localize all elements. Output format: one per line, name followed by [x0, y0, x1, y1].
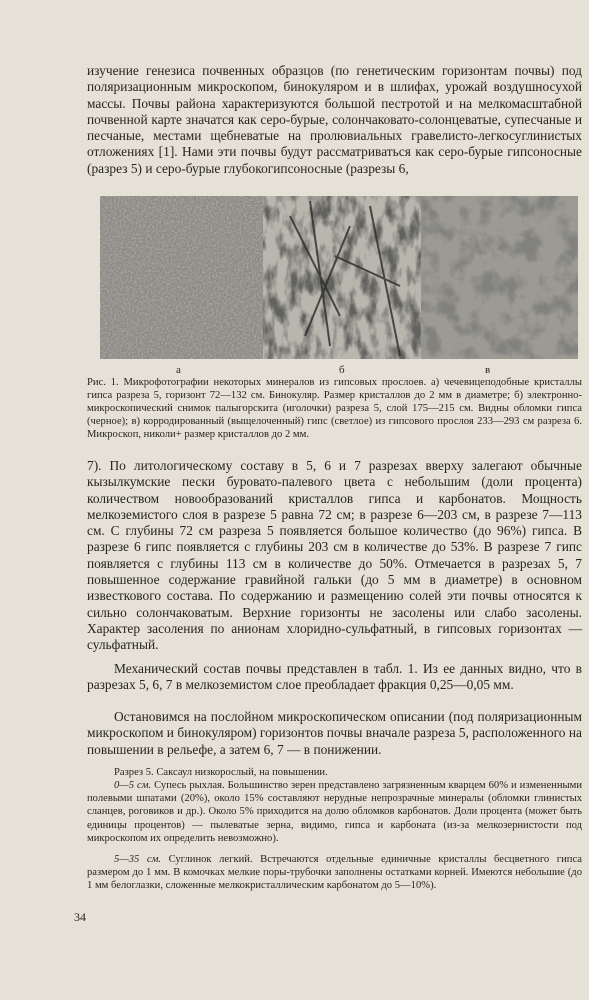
panel-a-photo: [100, 196, 263, 359]
panel-label-b: б: [339, 364, 345, 376]
page-number: 34: [74, 910, 86, 924]
figure-micrographs: [100, 196, 578, 359]
layer-0-5: [87, 779, 582, 845]
layer-5-35: [87, 853, 582, 893]
intro-paragraph: изучение генезиса почвенных образцов (по генетическим горизонтам почвы) под поляризационным микроскопом, бинокуляром и в шлифах, урожай воздушносухой массы. Почвы района характеризуются большой пестротой и на мелкомасштабной почвенной карте значатся как серо-бурые, солончаковато-солонцеватые, супесчаные и песчаные, местами щебневатые на пролювиальных гравелисто-легкосуглинистых отложениях [1]. Нами эти почвы будут рассматриваться как серо-бурые гипсоносные (разрез 5) и серо-бурые глубокогипсоносные (разрезы 6,: [87, 63, 582, 176]
layer-text: Суглинок легкий. Встречаются отдельные единичные кристаллы бесцветного гипса размером до 1 мм. В комочках мелкие поры-трубочки заполнены остатками корней. Имеются небольшие (до 1 мм белоглазки, сложенные мелкокристаллическим карбонатом до 5—10%).: [87, 854, 582, 892]
microscopic-description-paragraph: Остановимся на послойном микроскопическом описании (под поляризационным микроскопом и бинокуляром) горизонтов почвы вначале разреза 5, расположенного на повышении в рельефе, а затем 6, 7 — в понижении.: [87, 709, 582, 757]
layer-depth: 0—5 см.: [114, 780, 152, 791]
figure-caption: Рис. 1. Микрофотографии некоторых минералов из гипсовых прослоев. а) чечевицеподобные кристаллы гипса разреза 5, горизонт 72—132 см. Бинокуляр. Размер кристаллов до 2 мм в диаметре; б) электронно-микроскопический снимок палыгорскита (иголочки) разреза 5, слой 175—215 см. Видны обломки гипса (черное); в) корродированный (выщелоченный) гипс (светлое) из гипсового прослоя 233—293 см разреза 6. Микроскоп, николи+ размер кристаллов до 2 мм.: [87, 377, 582, 440]
panel-label-a: а: [176, 364, 181, 376]
layer-text: Супесь рыхлая. Большинство зерен представлено загрязненным кварцем 60% и измененными полевыми шпатами (20%), около 15% составляют нерудные непрозрачные минералы (обломки глинистых сланцев, роговиков и др.). Около 5% приходится на долю обломков карбонатов. Доли процента (может быть единицы процентов) — пылеватые зерна, видимо, гипса и карбоната (из-за мелкозернистости под микроскопом их определить невозможно).: [87, 780, 582, 844]
panel-c-photo: [421, 196, 578, 359]
layer-depth: 5—35 см.: [114, 854, 161, 865]
mechanical-composition-paragraph: Механический состав почвы представлен в табл. 1. Из ее данных видно, что в разрезах 5, 6, 7 в мелкоземистом слое преобладает фракция 0,25—0,05 мм.: [87, 661, 582, 693]
panel-b-photo: [263, 196, 421, 359]
lithology-paragraph: 7). По литологическому составу в 5, 6 и 7 разрезах вверху залегают обычные кызылкумские пески буровато-палевого цвета с небольшим (доли процента) количеством новообразований кристаллов гипса и карбонатов. Мощность мелкоземистого слоя в разрезе 5 равна 72 см; в разрезе 6—203 см, в разрезе 7—113 см. С глубины 72 см разреза 5 появляется большое количество (до 96%) гипса. В разрезе 6 гипс появляется с глубины 203 см в количестве до 53%. В разрезе 7 гипс появляется с глубины 113 см в количестве до 50%. Отмечается в разрезах 5, 7 повышенное содержание гравийной гальки (до 5 мм в диаметре) в основном известкового состава. По содержанию и размещению солей эти почвы относятся к сильно солончаковатым. Верхние горизонты не засолены или слабо засолены. Характер засоления по анионам хлоридно-сульфатный, в гипсовых горизонтах — сульфатный.: [87, 458, 582, 653]
profile-heading: Разрез 5. Саксаул низкорослый, на повышении.: [114, 767, 328, 778]
panel-label-c: в: [485, 364, 491, 376]
micrograph-image: [100, 196, 578, 359]
